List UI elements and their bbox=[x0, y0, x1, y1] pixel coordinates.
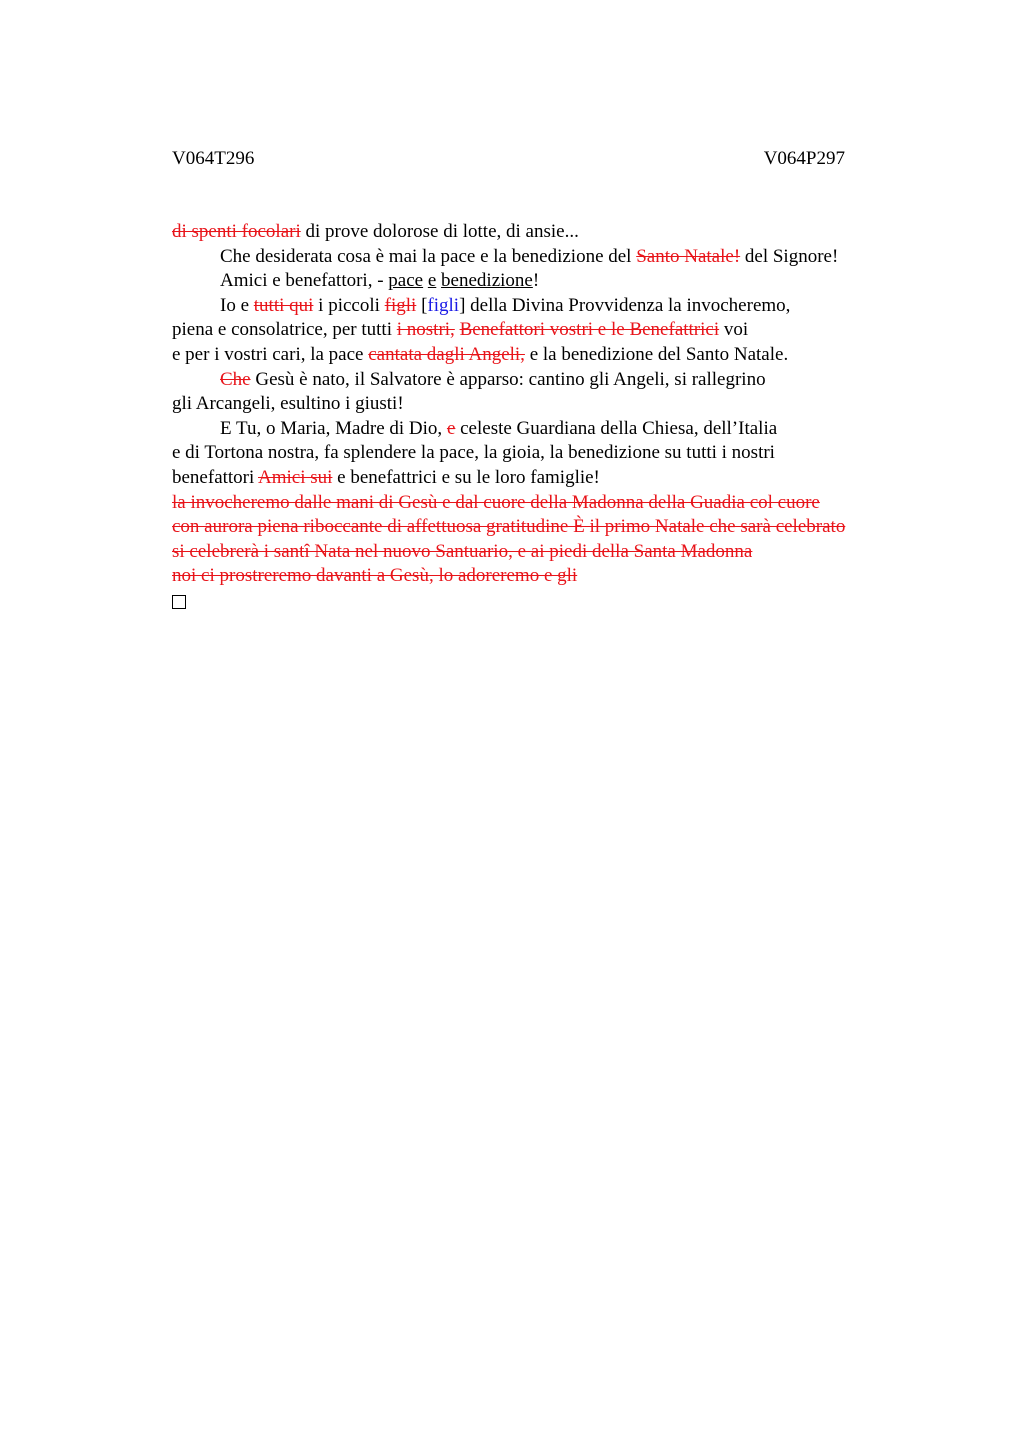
header-right-code: V064P297 bbox=[763, 148, 845, 169]
text-line bbox=[172, 441, 932, 466]
text-span: di prove dolorose di lotte, di ansie... bbox=[300, 221, 579, 242]
text-span: e benefattrici e su le loro famiglie! bbox=[332, 466, 600, 488]
text-line bbox=[172, 466, 932, 491]
text-line bbox=[172, 515, 932, 540]
text-span: gli Arcangeli, esultino i giusti! bbox=[172, 393, 404, 415]
header-left-code: V064T296 bbox=[172, 148, 255, 169]
text-span: Gesù è nato, il Salvatore è apparso: cantino gli Angeli, si rallegrino bbox=[250, 368, 766, 390]
underlined-text: benedizione bbox=[441, 270, 533, 292]
deleted-text: cantata dagli Angeli, bbox=[368, 343, 525, 365]
deleted-text: Amici sui bbox=[258, 466, 333, 488]
text-line bbox=[172, 540, 932, 565]
deleted-text: la invocheremo dalle mani di Gesù e dal cuore della Madonna della Guadia col cuore bbox=[172, 491, 820, 513]
text-span: Io e bbox=[220, 294, 254, 316]
document-body bbox=[172, 220, 932, 614]
text-span: Che desiderata cosa è mai la pace e la benedizione del bbox=[220, 245, 637, 267]
text-line bbox=[172, 294, 932, 319]
text-line bbox=[172, 343, 932, 368]
underlined-text: pace bbox=[388, 270, 424, 292]
deleted-text: Santo Natale! bbox=[636, 245, 741, 267]
text-line bbox=[172, 392, 932, 417]
text-span: e la benedizione del Santo Natale. bbox=[524, 343, 789, 365]
deleted-text: figli bbox=[384, 294, 417, 316]
inserted-text: figli bbox=[427, 294, 460, 316]
text-line bbox=[172, 318, 932, 343]
text-line bbox=[172, 491, 932, 516]
text-line bbox=[172, 564, 932, 589]
deleted-text: e bbox=[446, 417, 456, 439]
deleted-text: si celebrerà i santî Nata nel nuovo Santuario, e ai piedi della Santa Madonna bbox=[172, 540, 753, 562]
text-span: ! bbox=[532, 270, 540, 292]
deleted-text: Benefattori vostri e le Benefattrici bbox=[459, 319, 720, 341]
text-span: piena e consolatrice, per tutti bbox=[172, 319, 397, 341]
deleted-text: con aurora piena riboccante di affettuosa gratitudine È il primo Natale che sarà celebrato bbox=[172, 516, 846, 538]
text-span: ] della Divina Provvidenza la invocheremo, bbox=[459, 294, 791, 316]
deleted-text: i nostri, bbox=[396, 319, 455, 341]
text-span: [ bbox=[416, 294, 428, 316]
page-header bbox=[172, 146, 845, 172]
text-line bbox=[172, 220, 932, 245]
text-span: benefattori bbox=[172, 466, 258, 488]
text-span: e di Tortona nostra, fa splendere la pace, la gioia, la benedizione su tutti i nostri bbox=[172, 442, 775, 464]
deleted-text: di spenti focolari bbox=[172, 221, 301, 242]
text-span: e per i vostri cari, la pace bbox=[172, 343, 369, 365]
text-line bbox=[172, 269, 932, 294]
text-line bbox=[172, 589, 932, 614]
text-line bbox=[172, 245, 932, 270]
deleted-text: noi ci prostreremo davanti a Gesù, lo adoreremo e gli bbox=[172, 565, 578, 587]
text-line bbox=[172, 368, 932, 393]
text-span: voi bbox=[719, 319, 749, 341]
text-span: Amici e benefattori, - bbox=[220, 270, 389, 292]
text-span: celeste Guardiana della Chiesa, dell’Italia bbox=[455, 417, 778, 439]
deleted-text: tutti qui bbox=[253, 294, 314, 316]
empty-box-icon bbox=[172, 595, 186, 609]
underlined-text: e bbox=[427, 270, 437, 292]
deleted-text: Che bbox=[220, 368, 251, 390]
text-span: E Tu, o Maria, Madre di Dio, bbox=[220, 417, 447, 439]
text-line bbox=[172, 417, 932, 442]
text-span: i piccoli bbox=[313, 294, 385, 316]
text-span: del Signore! bbox=[740, 245, 839, 267]
